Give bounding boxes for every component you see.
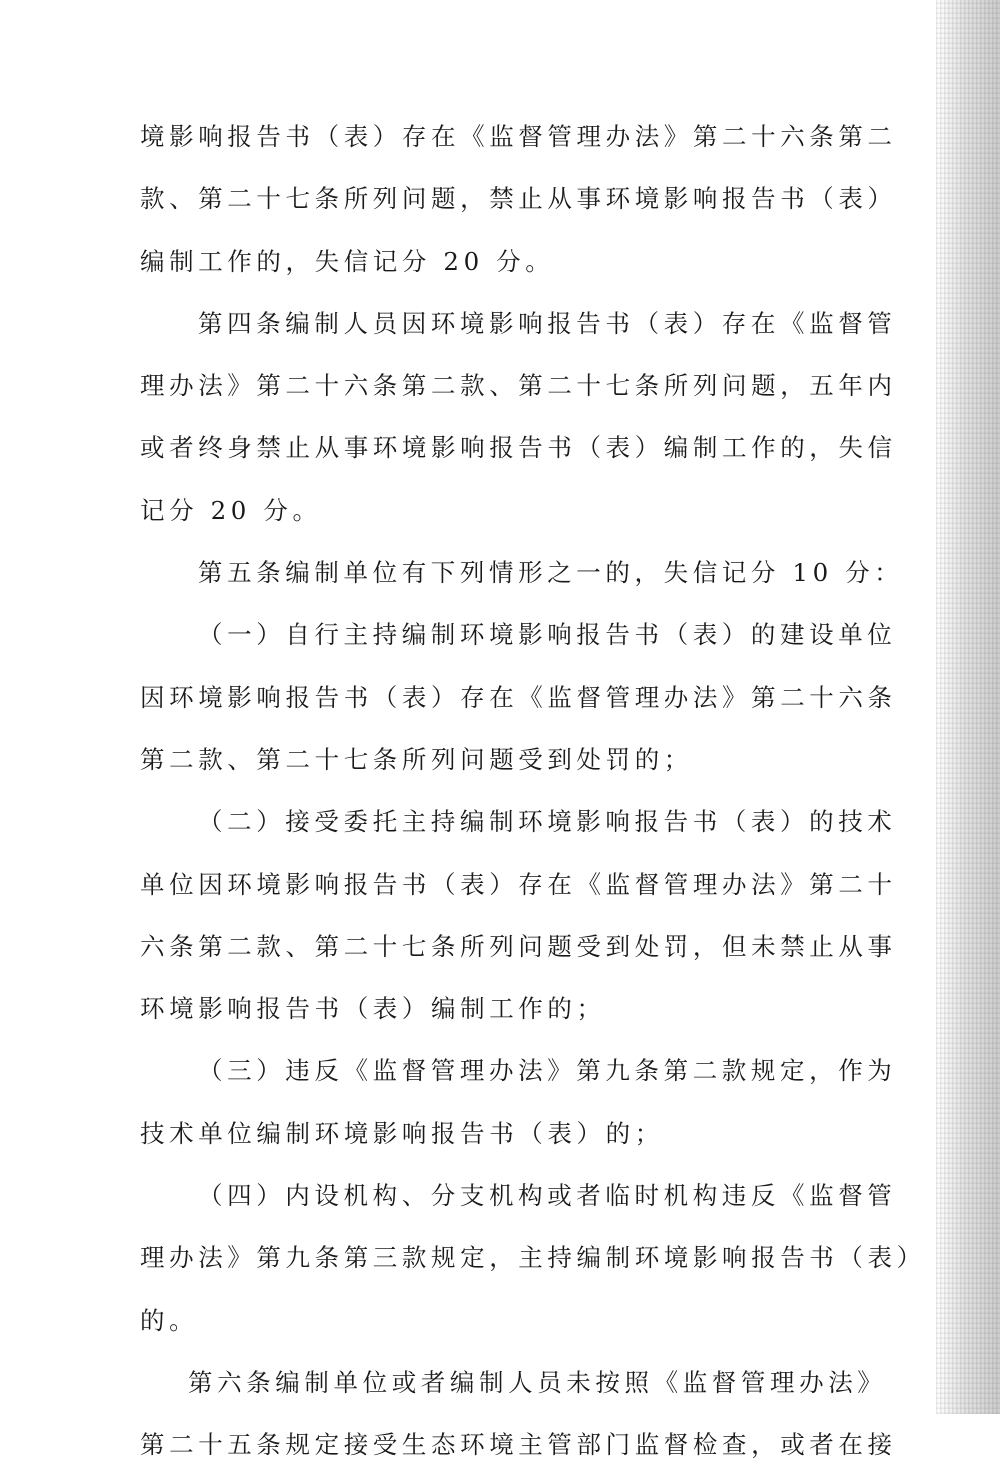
text-line: 款、第二十七条所列问题，禁止从事环境影响报告书（表） <box>140 184 897 214</box>
text-line: 六条第二款、第二十七条所列问题受到处罚，但未禁止从事 <box>140 931 897 961</box>
text-line: 的。 <box>140 1305 199 1335</box>
paragraph-article-6-start: 第六条编制单位或者编制人员未按照《监督管理办法》 <box>188 1367 887 1397</box>
item-4-start: （四）内设机构、分支机构或者临时机构违反《监督管 <box>198 1181 897 1211</box>
text-line: 或者终身禁止从事环境影响报告书（表）编制工作的，失信 <box>140 433 897 463</box>
scan-edge-shading <box>936 0 1000 1414</box>
paragraph-article-4-start: 第四条编制人员因环境影响报告书（表）存在《监督管 <box>198 308 897 338</box>
text-line: 境影响报告书（表）存在《监督管理办法》第二十六条第二 <box>140 122 897 151</box>
item-1-start: （一）自行主持编制环境影响报告书（表）的建设单位 <box>198 620 897 650</box>
text-line: 理办法》第二十六条第二款、第二十七条所列问题，五年内 <box>140 371 897 401</box>
text-line: 环境影响报告书（表）编制工作的； <box>140 994 606 1024</box>
text-line: 编制工作的，失信记分 20 分。 <box>140 246 555 276</box>
text-line: 理办法》第九条第三款规定，主持编制环境影响报告书（表） <box>140 1243 926 1273</box>
item-3-start: （三）违反《监督管理办法》第九条第二款规定，作为 <box>198 1056 897 1086</box>
text-line: 单位因环境影响报告书（表）存在《监督管理办法》第二十 <box>140 869 897 899</box>
text-line: 技术单位编制环境影响报告书（表）的； <box>140 1118 664 1148</box>
text-line: 因环境影响报告书（表）存在《监督管理办法》第二十六条 <box>140 682 897 712</box>
text-line: 第二款、第二十七条所列问题受到处罚的； <box>140 744 693 774</box>
paragraph-article-5-start: 第五条编制单位有下列情形之一的，失信记分 10 分： <box>198 558 904 588</box>
text-line: 第二十五条规定接受生态环境主管部门监督检查，或者在接 <box>140 1430 897 1460</box>
document-body <box>140 106 926 1477</box>
item-2-start: （二）接受委托主持编制环境影响报告书（表）的技术 <box>198 807 897 837</box>
text-line: 记分 20 分。 <box>140 495 322 525</box>
